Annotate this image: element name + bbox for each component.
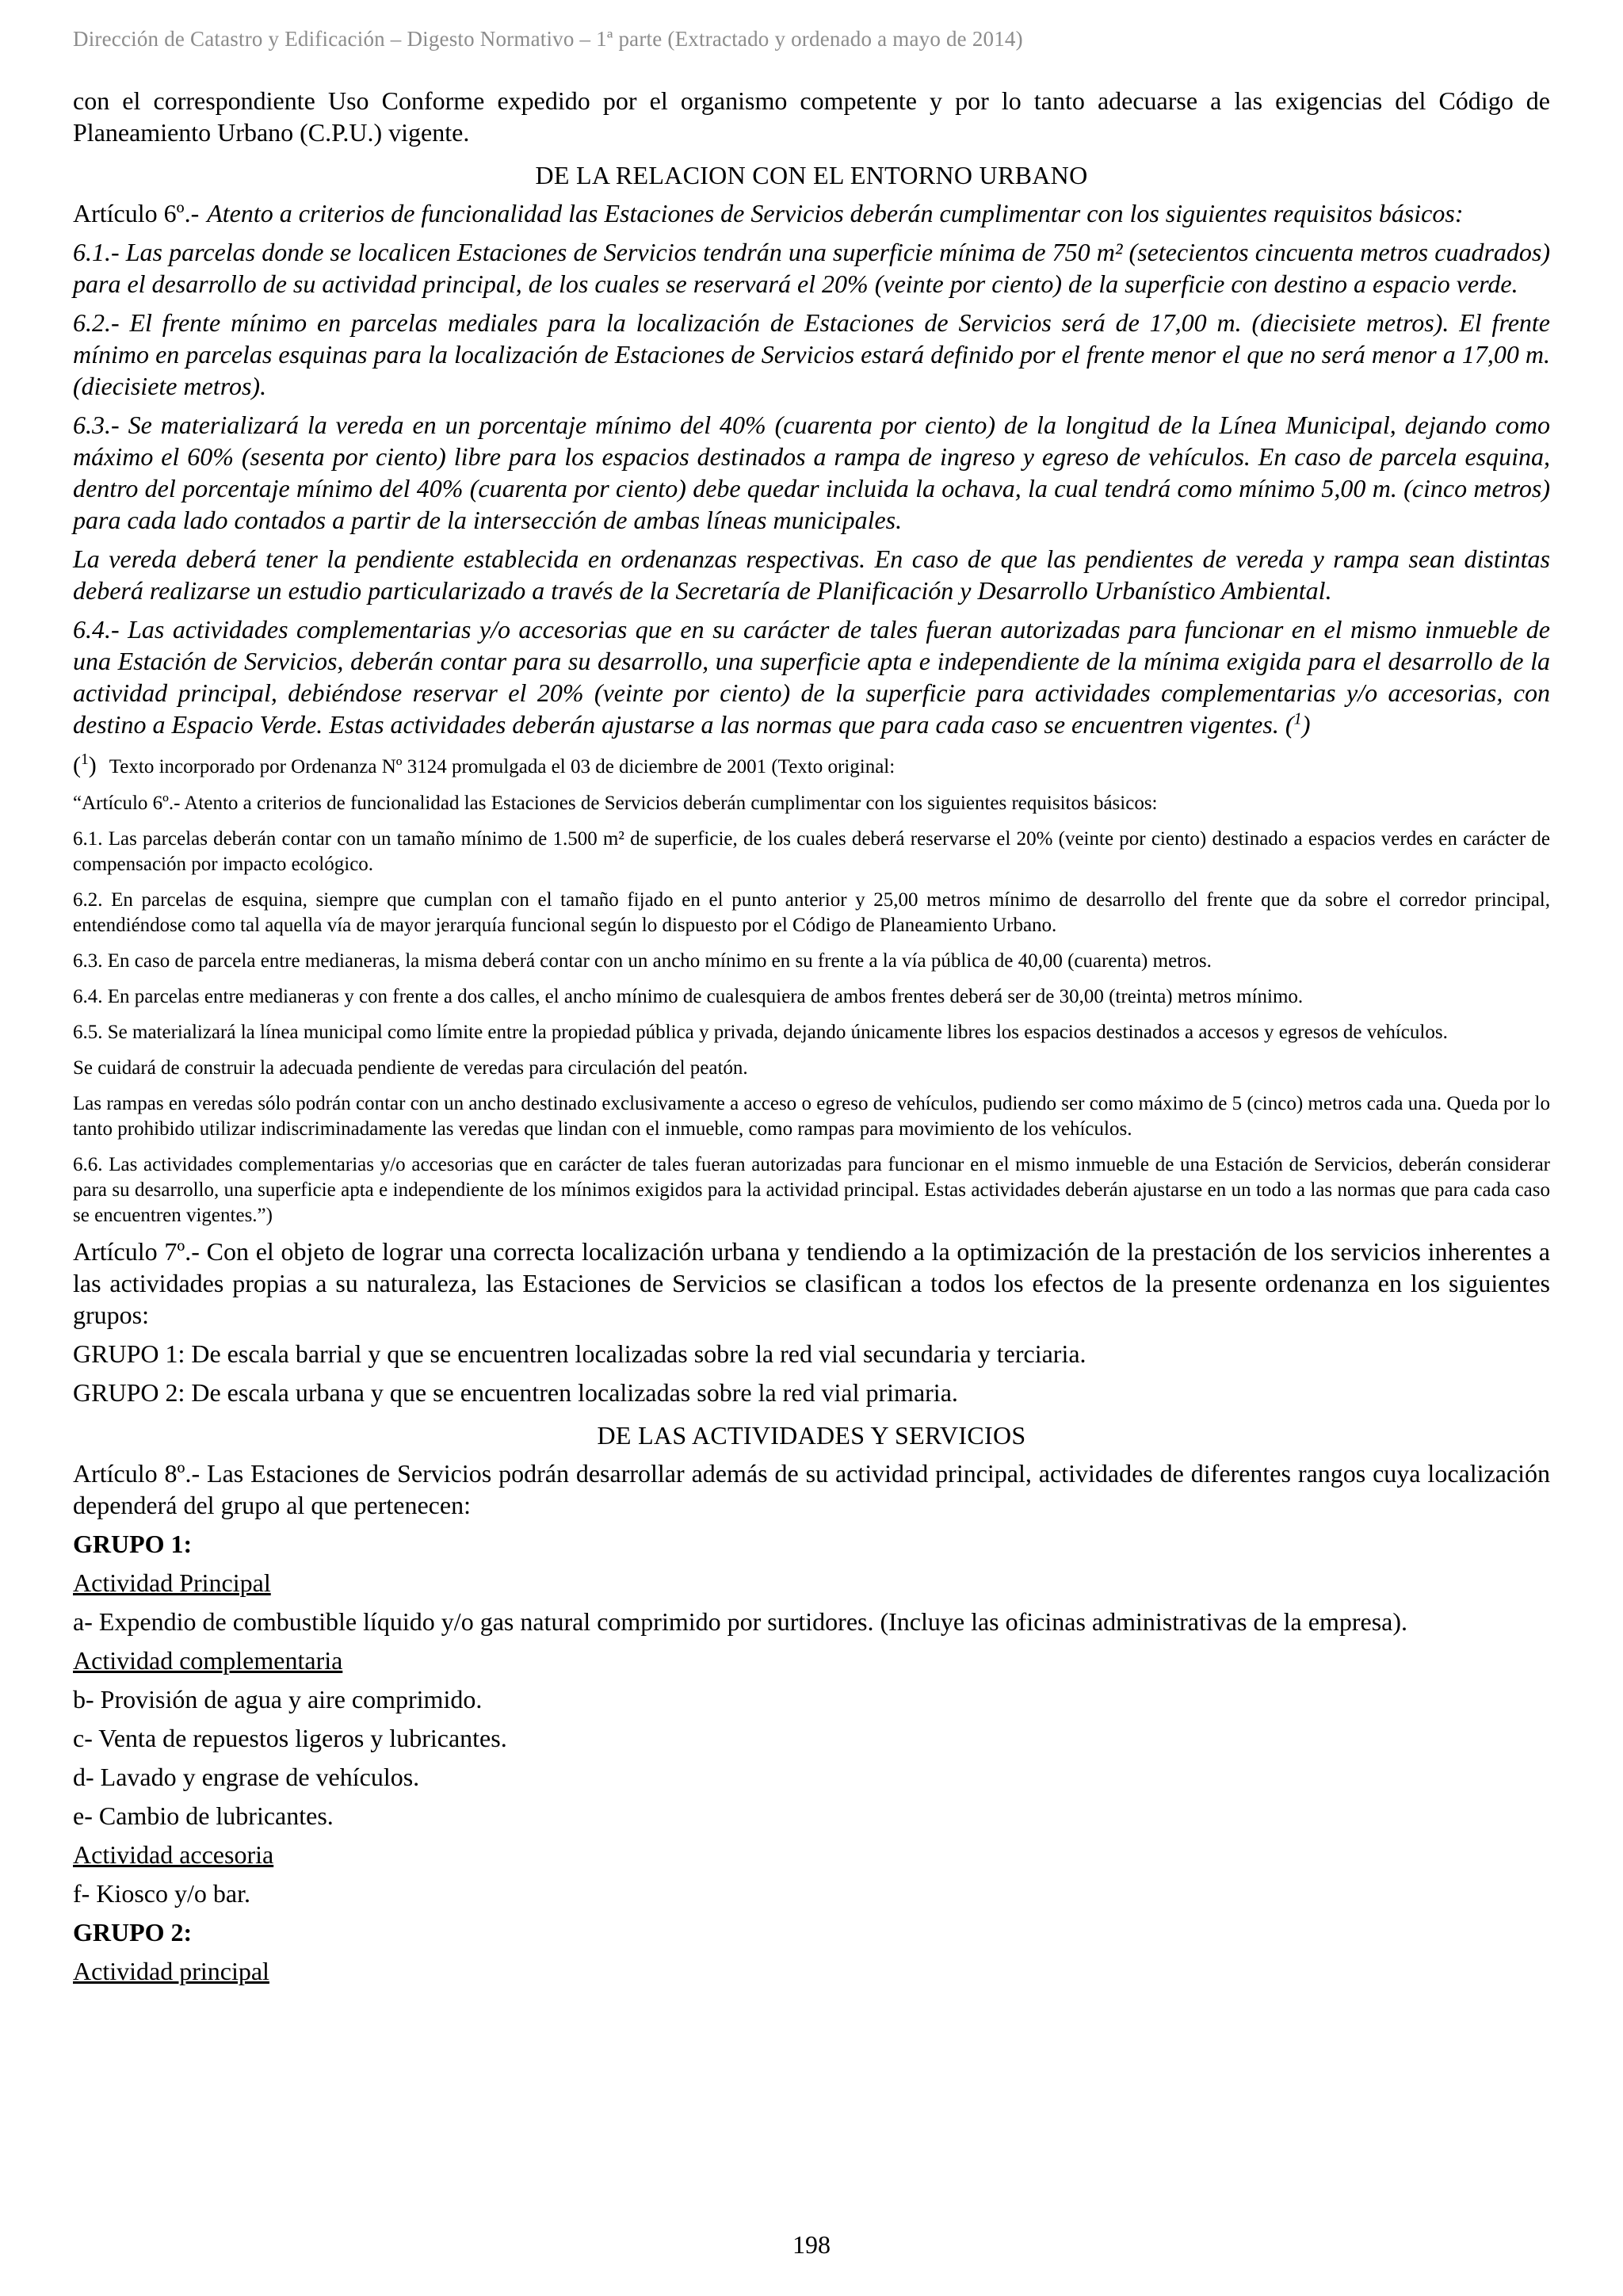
footnote-quoted-6-5: 6.5. Se materializará la línea municipal como límite entre la propiedad pública y privada, dejando únicamente libres los espacios destinados a accesos y egresos de vehículos.: [73, 1022, 1448, 1044]
grupo-2-title: GRUPO 2:: [73, 1918, 193, 1947]
list-item-c: c- Venta de repuestos ligeros y lubricantes.: [73, 1724, 507, 1753]
paragraph-6-4-text: 6.4.- Las actividades complementarias y/o accesorias que en su carácter de tales fueran autorizadas para funcionar en el mismo inmueble de una Estación de Servicios, deberán contar para su desarrollo, una superficie apta e independiente de la mínima exigida para el desarrollo de la actividad principal, debiéndose reservar el 20% (veinte por ciento) de la superficie para actividades complementarias y/o accesorias, con destino a Espacio Verde. Estas actividades deberán ajustarse a las normas que para cada caso se encuentren vigentes.: [73, 615, 1550, 739]
articulo-6-label: Artículo 6º.-: [73, 199, 200, 227]
list-item-b: b- Provisión de agua y aire comprimido.: [73, 1685, 483, 1714]
footnote-quoted-peaton: Se cuidará de construir la adecuada pendiente de veredas para circulación del peatón.: [73, 1057, 748, 1079]
paragraph-articulo-6: [73, 197, 1550, 229]
footnote-quoted-articulo-6: “Artículo 6º.- Atento a criterios de funcionalidad las Estaciones de Servicios deberán cumplimentar con los siguientes requisitos básicos:: [73, 793, 1158, 815]
footnote-quoted-6-6: 6.6. Las actividades complementarias y/o accesorias que en carácter de tales fueran autorizadas para funcionar en el mismo inmueble de una Estación de Servicios, deberán considerar para su desarrollo, una superficie apta e independiente de los mínimos exigidos para la actividad principal. Estas actividades deberán ajustarse en un todo a las normas que para cada caso se encuentren vigentes.”): [73, 1154, 1550, 1227]
subheading-actividad-principal-2: [73, 1955, 1550, 1987]
actividad-principal-2-label: Actividad principal: [73, 1957, 269, 1986]
footnote-quoted-6-1: 6.1. Las parcelas deberán contar con un tamaño mínimo de 1.500 m² de superficie, de los cuales deberá reservarse el 20% (veinte por ciento) destinado a espacios verdes en carácter de compensación por impacto ecológico.: [73, 828, 1550, 876]
paragraph-grupo-1-definicion: GRUPO 1: De escala barrial y que se encuentren localizadas sobre la red vial secundaria y terciaria.: [73, 1339, 1086, 1369]
page-header: Dirección de Catastro y Edificación – Digesto Normativo – 1ª parte (Extractado y ordenado a mayo de 2014): [73, 27, 1023, 51]
paragraph-grupo-2-definicion: GRUPO 2: De escala urbana y que se encuentren localizadas sobre la red vial primaria.: [73, 1378, 958, 1408]
footnote-marker: [73, 752, 97, 778]
actividad-complementaria-label: Actividad complementaria: [73, 1646, 343, 1675]
section-heading-actividades-servicios: DE LAS ACTIVIDADES Y SERVICIOS: [597, 1421, 1026, 1450]
actividad-principal-label: Actividad Principal: [73, 1568, 271, 1598]
footnote-ref-open-paren: (: [1285, 710, 1294, 739]
footnote-intro-text: Texto incorporado por Ordenanza Nº 3124 promulgada el 03 de diciembre de 2001 (Texto original:: [109, 756, 896, 777]
footnote-marker-number: 1: [81, 751, 89, 768]
subheading-actividad-principal: [73, 1567, 1550, 1599]
section-heading-entorno-urbano: DE LA RELACION CON EL ENTORNO URBANO: [535, 161, 1088, 189]
subheading-actividad-complementaria: [73, 1645, 1550, 1676]
paragraph-6-1: 6.1.- Las parcelas donde se localicen Estaciones de Servicios tendrán una superficie mínima de 750 m² (setecientos cincuenta metros cuadrados) para el desarrollo de su actividad principal, de los cuales se reservará el 20% (veinte por ciento) de la superficie con destino a espacio verde.: [73, 238, 1550, 298]
actividad-accesoria-label: Actividad accesoria: [73, 1840, 274, 1870]
page-number: 198: [792, 2230, 831, 2259]
list-item-a: a- Expendio de combustible líquido y/o gas natural comprimido por surtidores. (Incluye las oficinas administrativas de la empresa).: [73, 1607, 1407, 1637]
footnote-ref-number: 1: [1293, 709, 1302, 728]
footnote-quoted-6-3: 6.3. En caso de parcela entre medianeras, la misma deberá contar con un ancho mínimo en su frente a la vía pública de 40,00 (cuarenta) metros.: [73, 950, 1212, 972]
footnote-ref-close-paren: ): [1301, 710, 1311, 739]
footnote-marker-open-paren: (: [73, 752, 81, 778]
articulo-6-text: Atento a criterios de funcionalidad las Estaciones de Servicios deberán cumplimentar con los siguientes requisitos básicos:: [207, 199, 1464, 227]
paragraph-articulo-7: Artículo 7º.- Con el objeto de lograr una correcta localización urbana y tendiendo a la optimización de la prestación de los servicios inherentes a las actividades propias a su naturaleza, las Estaciones de Servicios se clasifican a todos los efectos de la presente ordenanza en los siguientes grupos:: [73, 1237, 1550, 1330]
list-item-d: d- Lavado y engrase de vehículos.: [73, 1763, 420, 1792]
footnote-quoted-6-4: 6.4. En parcelas entre medianeras y con frente a dos calles, el ancho mínimo de cualesquiera de ambos frentes deberá ser de 30,00 (treinta) metros mínimo.: [73, 986, 1304, 1008]
footnote-quoted-6-2: 6.2. En parcelas de esquina, siempre que cumplan con el tamaño fijado en el punto anterior y 25,00 metros mínimo de desarrollo del frente que da sobre el corredor principal, entendiéndose como tal aquella vía de mayor jerarquía funcional según lo dispuesto por el Código de Planeamiento Urbano.: [73, 889, 1550, 937]
grupo-1-title: GRUPO 1:: [73, 1530, 193, 1559]
paragraph-articulo-8: Artículo 8º.- Las Estaciones de Servicios podrán desarrollar además de su actividad principal, actividades de diferentes rangos cuya localización dependerá del grupo al que pertenecen:: [73, 1459, 1550, 1520]
paragraph-6-4: [73, 613, 1550, 740]
list-item-e: e- Cambio de lubricantes.: [73, 1801, 334, 1831]
footnote-quoted-rampas: Las rampas en veredas sólo podrán contar con un ancho destinado exclusivamente a acceso o egreso de vehículos, pudiendo ser como máximo de 5 (cinco) metros cada una. Queda por lo tanto prohibido utilizar indiscriminadamente las veredas que lindan con el inmueble, como rampas para movimiento de los vehículos.: [73, 1093, 1550, 1140]
footnote-marker-close-paren: ): [88, 752, 97, 778]
subheading-actividad-accesoria: [73, 1839, 1550, 1870]
paragraph-6-2: 6.2.- El frente mínimo en parcelas mediales para la localización de Estaciones de Servicios será de 17,00 m. (diecisiete metros). El frente mínimo en parcelas esquinas para la localización de Estaciones de Servicios estará definido por el frente menor el que no será menor a 17,00 m. (diecisiete metros).: [73, 308, 1550, 400]
paragraph-intro: con el correspondiente Uso Conforme expedido por el organismo competente y por lo tanto adecuarse a las exigencias del Código de Planeamiento Urbano (C.P.U.) vigente.: [73, 86, 1550, 147]
paragraph-vereda-pendiente: La vereda deberá tener la pendiente establecida en ordenanzas respectivas. En caso de que las pendientes de vereda y rampa sean distintas deberá realizarse un estudio particularizado a través de la Secretaría de Planificación y Desarrollo Urbanístico Ambiental.: [73, 544, 1550, 605]
list-item-f: f- Kiosco y/o bar.: [73, 1879, 250, 1908]
footnote-intro-line: [73, 751, 1550, 781]
footnote-reference-1: [1285, 710, 1311, 739]
paragraph-6-3: 6.3.- Se materializará la vereda en un porcentaje mínimo del 40% (cuarenta por ciento) de la longitud de la Línea Municipal, dejando como máximo el 60% (sesenta por ciento) libre para los espacios destinados a rampa de ingreso y egreso de vehículos. En caso de parcela esquina, dentro del porcentaje mínimo del 40% (cuarenta por ciento) debe quedar incluida la ochava, la cual tendrá como mínimo 5,00 m. (cinco metros) para cada lado contados a partir de la intersección de ambas líneas municipales.: [73, 411, 1550, 534]
